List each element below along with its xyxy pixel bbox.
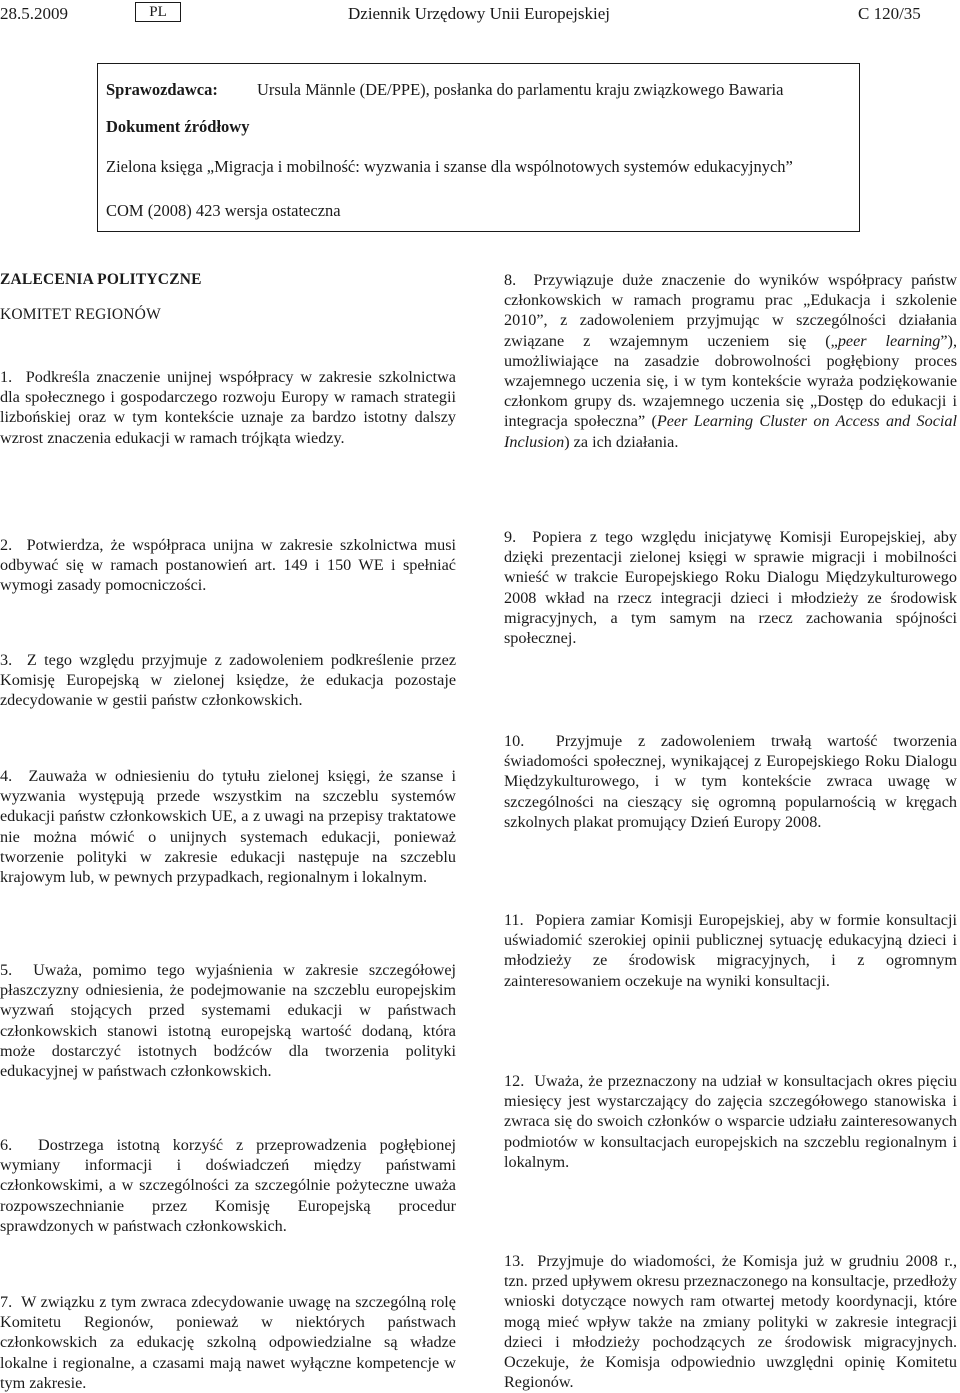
paragraph-number: 13. — [504, 1252, 525, 1270]
paragraph-number: 7. — [0, 1293, 13, 1311]
paragraph-text: Popiera z tego względu inicjatywę Komisji Europejskiej, aby dzięki prezentacji zielonej księgi w sprawie migracji i mobilności wnieść w trakcie Europejskiego Roku Dialogu Międzykulturowego 2008 wkład na rzecz integracji dzieci i młodzieży ze środowisk migracyjnych, a tym samym na rzecz zachowania spójności społecznej. — [504, 528, 957, 648]
paragraph-text-a: Przywiązuje duże znaczenie do wyników współpracy państw członkowskich w ramach programu prac „Edukacja i szkolenie 2010”, z zadowoleniem przyjmując w szczególności działania związane z wzajemnym uczeniem się („ — [504, 271, 958, 350]
paragraph-number: 3. — [0, 651, 13, 669]
paragraph-text: Dostrzega istotną korzyść z przeprowadzenia pogłębionej wymiany informacji i doświadczeń między państwami członkowskimi, a w szczególności za szczególnie pożyteczne uważa rozpowszechnianie przez Komisję Europejską procedur sprawdzonych w państwach członkowskich. — [0, 1136, 457, 1235]
paragraph-text: Potwierdza, że współpraca unijna w zakresie szkolnictwa musi odbywać się w ramach postanowień art. 149 i 150 WE i spełniać wymogi zasady pomocniczości. — [0, 536, 457, 595]
language-badge: PL — [135, 2, 181, 22]
paragraph-text: Z tego względu przyjmuje z zadowoleniem podkreślenie przez Komisję Europejską w zielonej księdze, że edukacja pozostaje zdecydowanie w gestii państw członkowskich. — [0, 651, 457, 710]
source-label: Dokument źródłowy — [106, 117, 250, 136]
paragraph-number: 8. — [504, 271, 517, 289]
paragraph-number: 2. — [0, 536, 13, 554]
source-title: Zielona księga „Migracja i mobilność: wyzwania i szanse dla wspólnotowych systemów edukacyjnych” — [106, 157, 793, 176]
paragraph-9 — [504, 527, 957, 648]
journal-title: Dziennik Urzędowy Unii Europejskiej — [348, 4, 611, 23]
paragraph-text: Uważa, że przeznaczony na udział w konsultacjach okres pięciu miesięcy jest wystarczający do zajęcia szczegółowego stanowiska i zwraca się do swoich członków o wsparcie udziału zainteresowanych podmiotów w konsultacjach europejskich na szczeblu regionalnym i lokalnym. — [504, 1072, 957, 1171]
paragraph-number: 10. — [504, 732, 525, 750]
paragraph-italic-a: peer learning — [837, 331, 941, 350]
header-date: 28.5.2009 — [0, 4, 68, 23]
paragraph-text: Przyjmuje do wiadomości, że Komisja już w grudniu 2008 r., tzn. przed upływem okresu przeznaczonego na konsultacje, przedłoży wnioski dotyczące nowych ram otwartej metody koordynacji, które mogą mieć wpływ także na zmiany polityki w zakresie integracji dzieci i młodzieży pochodzących ze środowisk migracyjnych. Oczekuje, że Komisja odpowiednio uwzględni opinię Komitetu Regionów. — [504, 1252, 957, 1392]
paragraph-number: 11. — [504, 911, 524, 929]
paragraph-text: Popiera zamiar Komisji Europejskiej, aby w formie konsultacji uświadomić szerokiej opinii publicznej sytuację edukacyjną dzieci i młodzieży ze środowisk migracyjnych, i z ogromnym zainteresowaniem oczekuje na wyniki konsultacji. — [504, 911, 957, 990]
paragraph-number: 5. — [0, 961, 13, 979]
paragraph-12 — [504, 1071, 957, 1172]
paragraph-text-b: ”), umożliwiające na zasadzie dobrowolności pogłębiony proces wzajemnego uczenia się, i w tym kontekście wyraża podziękowanie członkom grupy ds. wzajemnego uczenia się „Dostęp do edukacji i integracja społeczna” ( — [504, 331, 957, 431]
paragraph-1 — [0, 367, 456, 448]
paragraph-7 — [0, 1292, 456, 1393]
paragraph-text: Uważa, pomimo tego wyjaśnienia w zakresie szczegółowej płaszczyzny odniesienia, że podejmowanie na szczeblu europejskim wyzwań stojących przed systemami edukacji w państwach członkowskich stanowi istotną europejską wartość dodaną, która może dostarczyć istotnych bodźców dla tworzenia polityki edukacyjnej w państwach członkowskich. — [0, 961, 457, 1081]
paragraph-text-c: ) za ich działania. — [564, 432, 679, 451]
paragraph-number: 4. — [0, 767, 13, 785]
paragraph-italic-b: Peer Learning Cluster on Access and Social Inclusion — [504, 412, 958, 451]
paragraph-text: Zauważa w odniesieniu do tytułu zielonej księgi, że szanse i wyzwania występują przede wszystkim na szczeblu systemów edukacji państw członkowskich UE, a z uwagi na przepisy traktatowe nie można mówić o unijnych systemach edukacji, ponieważ tworzenie polityki w zakresie edukacji następuje na szczeblu krajowym lub, w pewnych przypadkach, regionalnym i lokalnym. — [0, 767, 456, 887]
paragraph-6 — [0, 1135, 456, 1236]
paragraph-13 — [504, 1251, 957, 1392]
paragraph-2 — [0, 535, 456, 596]
paragraph-5 — [0, 960, 456, 1081]
section-title: ZALECENIA POLITYCZNE — [0, 271, 202, 288]
source-reference: COM (2008) 423 wersja ostateczna — [106, 201, 341, 220]
paragraph-number: 9. — [504, 528, 517, 546]
section-subtitle: KOMITET REGIONÓW — [0, 306, 161, 323]
rapporteur-value: Ursula Männle (DE/PPE), posłanka do parlamentu kraju związkowego Bawaria — [257, 80, 784, 99]
paragraph-4 — [0, 766, 456, 887]
paragraph-number: 12. — [504, 1072, 525, 1090]
paragraph-11 — [504, 910, 957, 991]
paragraph-text: Podkreśla znaczenie unijnej współpracy w zakresie szkolnictwa dla społecznego i gospodarczego rozwoju Europy w ramach strategii lizbońskiej oraz w tym kontekście uznaje za bardzo istotny dalszy wzrost znaczenia edukacji w ramach trójkąta wiedzy. — [0, 368, 456, 447]
page-reference: C 120/35 — [858, 4, 921, 23]
paragraph-text: W związku z tym zwraca zdecydowanie uwagę na szczególną rolę Komitetu Regionów, ponieważ w niektórych państwach członkowskich za edukację szkolną odpowiedzialne są władze lokalne i regionalne, a czasami mają nawet wyłączne kompetencje w tym zakresie. — [0, 1293, 456, 1392]
paragraph-number: 6. — [0, 1136, 13, 1154]
paragraph-text: Przyjmuje z zadowoleniem trwałą wartość tworzenia świadomości społecznej, wynikającej z Europejskiego Roku Dialogu Międzykulturowego, i w tym kontekście zwraca uwagę w szczególności na cieszący się ogromną popularnością w kręgach szkolnych plakat promujący Dzień Europy 2008. — [504, 732, 958, 831]
paragraph-number: 1. — [0, 368, 13, 386]
paragraph-3 — [0, 650, 456, 711]
paragraph-8 — [504, 270, 957, 452]
rapporteur-label: Sprawozdawca: — [106, 80, 218, 99]
paragraph-10 — [504, 731, 957, 832]
